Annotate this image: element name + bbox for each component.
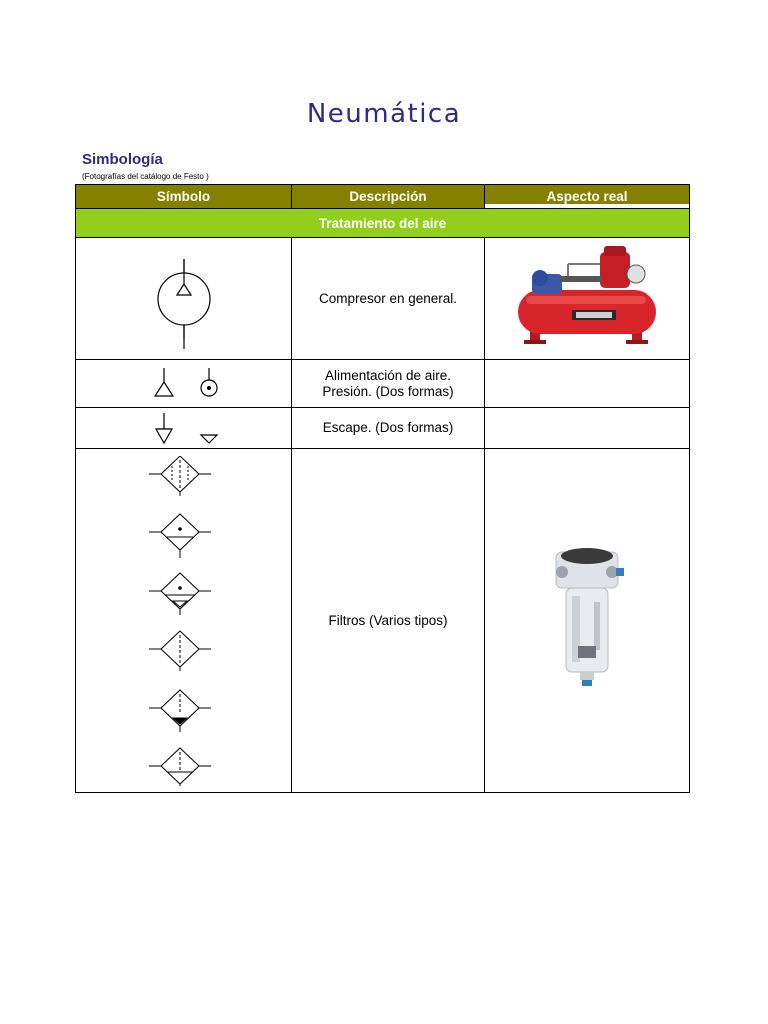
festo-air-filter — [542, 546, 632, 696]
header-description: Descripción — [292, 185, 485, 209]
catalog-note: (Fotografías del catálogo de Festo ) — [82, 172, 209, 181]
table-header-row — [76, 185, 690, 209]
section-title: Simbología — [82, 151, 163, 168]
filter-symbol-icon — [139, 456, 229, 786]
table-row — [76, 408, 690, 449]
air-supply-symbol-icon — [139, 366, 229, 402]
description-line: Alimentación de aire. — [324, 367, 452, 383]
photo-cell — [485, 408, 690, 449]
photo-cell — [485, 449, 690, 793]
group-band-row — [76, 209, 690, 238]
description-line: Presión. (Dos formas) — [322, 383, 454, 399]
header-symbol: Símbolo — [76, 185, 292, 209]
table-row — [76, 449, 690, 793]
compressor-symbol-icon — [144, 249, 224, 349]
table-row — [76, 238, 690, 360]
description-cell: Filtros (Varios tipos) — [292, 449, 485, 793]
red-air-compressor — [512, 244, 662, 354]
group-band-label: Tratamiento del aire — [76, 209, 690, 238]
description-cell: Escape. (Dos formas) — [292, 408, 485, 449]
photo-cell — [485, 360, 690, 408]
description-cell: Compresor en general. — [292, 238, 485, 360]
symbol-cell — [76, 238, 292, 360]
exhaust-symbol-icon — [139, 411, 229, 445]
symbol-cell — [76, 360, 292, 408]
symbol-table — [75, 184, 690, 793]
header-real: Aspecto real — [485, 185, 690, 209]
symbol-cell — [76, 408, 292, 449]
symbol-cell — [76, 449, 292, 793]
table-row — [76, 360, 690, 408]
photo-cell — [485, 238, 690, 360]
page-title: Neumática — [306, 99, 462, 129]
description-cell — [292, 360, 485, 408]
